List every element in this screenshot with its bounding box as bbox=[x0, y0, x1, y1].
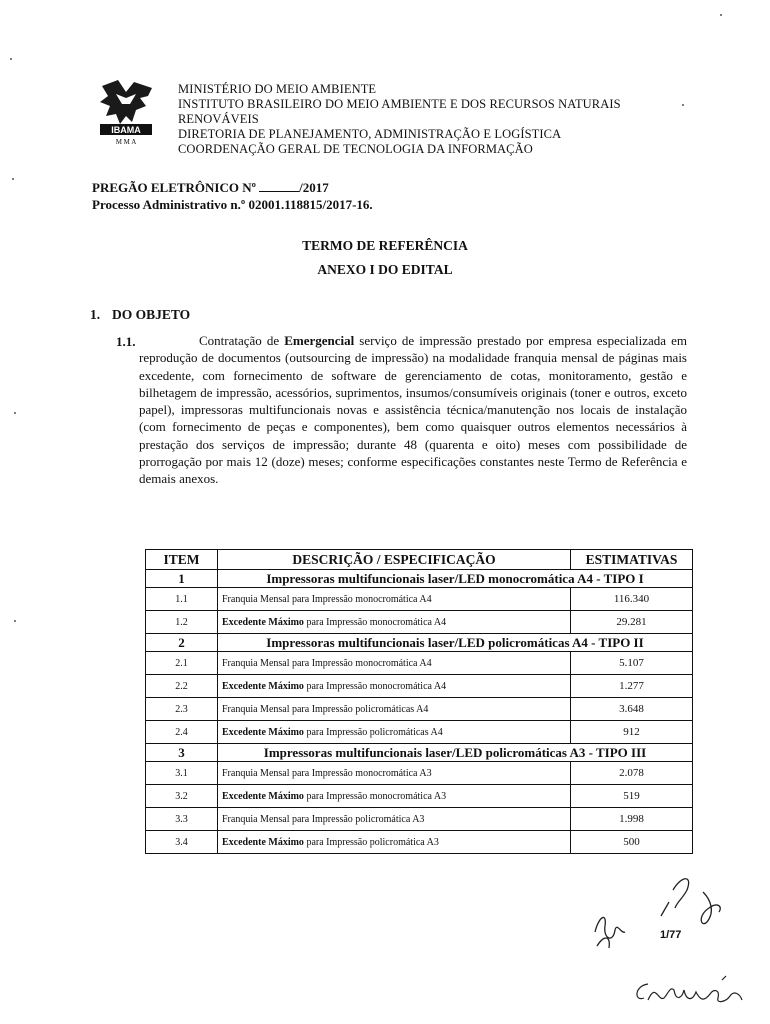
row-item: 3.1 bbox=[146, 762, 218, 785]
row-description bbox=[218, 675, 571, 698]
header-line: COORDENAÇÃO GERAL DE TECNOLOGIA DA INFORMAÇÃO bbox=[178, 142, 533, 156]
document-title: TERMO DE REFERÊNCIA bbox=[302, 238, 468, 253]
row-item: 2.3 bbox=[146, 698, 218, 721]
row-description-bold: Excedente Máximo bbox=[222, 836, 304, 848]
row-description bbox=[218, 698, 571, 721]
row-estimate: 2.078 bbox=[571, 762, 693, 785]
scan-speck bbox=[14, 412, 16, 414]
row-description-text: Franquia Mensal para Impressão monocromática A4 bbox=[222, 593, 432, 605]
processo-line: Processo Administrativo n.º 02001.118815/2017-16. bbox=[92, 197, 373, 212]
signature-stroke bbox=[701, 892, 720, 924]
row-estimate: 29.281 bbox=[571, 611, 693, 634]
header-line: DIRETORIA DE PLANEJAMENTO, ADMINISTRAÇÃO E LOGÍSTICA bbox=[178, 127, 562, 141]
row-item: 2.2 bbox=[146, 675, 218, 698]
row-description-text: para Impressão policromáticas A4 bbox=[303, 726, 443, 738]
pregao-prefix: PREGÃO ELETRÔNICO Nº bbox=[92, 180, 256, 195]
scan-speck bbox=[14, 620, 16, 622]
header-description: DESCRIÇÃO / ESPECIFICAÇÃO bbox=[218, 550, 571, 570]
row-description bbox=[218, 611, 571, 634]
group-title: Impressoras multifuncionais laser/LED monocromática A4 - TIPO I bbox=[218, 570, 693, 588]
header-line: INSTITUTO BRASILEIRO DO MEIO AMBIENTE E DOS RECURSOS NATURAIS bbox=[178, 97, 621, 111]
table-header-row bbox=[146, 550, 693, 570]
document-subtitle: ANEXO I DO EDITAL bbox=[317, 262, 453, 277]
group-number: 2 bbox=[146, 634, 218, 652]
table-group-row bbox=[146, 634, 693, 652]
signature-stroke bbox=[595, 917, 625, 948]
handwritten-signatures bbox=[585, 872, 725, 962]
row-description bbox=[218, 588, 571, 611]
table-group-row bbox=[146, 570, 693, 588]
table-row bbox=[146, 588, 693, 611]
row-description bbox=[218, 721, 571, 744]
row-estimate: 1.277 bbox=[571, 675, 693, 698]
row-estimate: 519 bbox=[571, 785, 693, 808]
row-item: 2.1 bbox=[146, 652, 218, 675]
scan-speck bbox=[682, 104, 684, 106]
row-description-text: Franquia Mensal para Impressão policromática A3 bbox=[222, 813, 425, 825]
page-number: 1/77 bbox=[660, 929, 682, 941]
row-estimate: 912 bbox=[571, 721, 693, 744]
scan-speck bbox=[12, 178, 14, 180]
row-description-text: Franquia Mensal para Impressão policromáticas A4 bbox=[222, 703, 429, 715]
row-estimate: 500 bbox=[571, 831, 693, 854]
row-description-text: para Impressão monocromática A4 bbox=[303, 616, 447, 628]
table-row bbox=[146, 721, 693, 744]
header-line: MINISTÉRIO DO MEIO AMBIENTE bbox=[178, 82, 377, 96]
row-estimate: 5.107 bbox=[571, 652, 693, 675]
header-estimates: ESTIMATIVAS bbox=[571, 550, 693, 570]
group-number: 3 bbox=[146, 744, 218, 762]
row-description-bold: Excedente Máximo bbox=[222, 726, 304, 738]
table-group-row bbox=[146, 744, 693, 762]
object-paragraph bbox=[139, 332, 687, 488]
group-title: Impressoras multifuncionais laser/LED policromáticas A3 - TIPO III bbox=[218, 744, 693, 762]
institution-header bbox=[178, 82, 621, 157]
paragraph-text: serviço de impressão prestado por empresa especializada em reprodução de documentos (outsourcing de impressão) na modalidade franquia mensal de páginas mais excedente, com fornecimento de software de gerenciamento de cotas, monitoramento, gestão e bilhetagem de impressão, acessórios, suprimentos, insumos/consumíveis originais (toner e outros, exceto papel), impressoras multifuncionais novas e assistência técnica/manutenção nos locais de instalação (com fornecimento de peças e componentes), bem como quaisquer outros elementos necessários à prestação dos serviços de impressão; durante 48 (quarenta e oito) meses com possibilidade de prorrogação por mais 12 (doze) meses; conforme especificações constantes neste Termo de Referência e demais anexos. bbox=[139, 333, 688, 487]
table-row bbox=[146, 762, 693, 785]
logo-text: IBAMA bbox=[111, 125, 141, 135]
row-description-text: para Impressão monocromática A3 bbox=[303, 790, 447, 802]
row-estimate: 1.998 bbox=[571, 808, 693, 831]
scan-speck bbox=[10, 58, 12, 60]
pregao-suffix: /2017 bbox=[299, 180, 329, 195]
row-description-text: para Impressão policromática A3 bbox=[303, 836, 439, 848]
row-item: 3.2 bbox=[146, 785, 218, 808]
group-number: 1 bbox=[146, 570, 218, 588]
row-description-bold: Excedente Máximo bbox=[222, 616, 304, 628]
header-item: ITEM bbox=[146, 550, 218, 570]
row-description bbox=[218, 808, 571, 831]
row-description-text: Franquia Mensal para Impressão monocromática A3 bbox=[222, 767, 432, 779]
pregao-line bbox=[92, 180, 329, 196]
row-description-text: Franquia Mensal para Impressão monocromática A4 bbox=[222, 657, 432, 669]
row-item: 1.1 bbox=[146, 588, 218, 611]
table-row bbox=[146, 675, 693, 698]
row-item: 3.3 bbox=[146, 808, 218, 831]
section-title: DO OBJETO bbox=[112, 307, 191, 322]
row-description-bold: Excedente Máximo bbox=[222, 680, 304, 692]
item-number: 1.1. bbox=[116, 334, 136, 349]
signature-stroke bbox=[661, 879, 689, 916]
group-title: Impressoras multifuncionais laser/LED policromáticas A4 - TIPO II bbox=[218, 634, 693, 652]
row-description bbox=[218, 652, 571, 675]
scan-speck bbox=[720, 14, 722, 16]
table-row bbox=[146, 808, 693, 831]
table-row bbox=[146, 698, 693, 721]
bottom-signature bbox=[630, 972, 770, 1012]
signature-stroke bbox=[637, 976, 742, 1002]
row-description-text: para Impressão monocromática A4 bbox=[303, 680, 447, 692]
header-line: RENOVÁVEIS bbox=[178, 112, 259, 126]
row-description-bold: Excedente Máximo bbox=[222, 790, 304, 802]
table-row bbox=[146, 785, 693, 808]
paragraph-text: Contratação de bbox=[199, 333, 285, 348]
table-row bbox=[146, 831, 693, 854]
row-estimate: 3.648 bbox=[571, 698, 693, 721]
pregao-number-blank bbox=[259, 180, 299, 192]
row-estimate: 116.340 bbox=[571, 588, 693, 611]
row-item: 1.2 bbox=[146, 611, 218, 634]
row-description bbox=[218, 831, 571, 854]
row-item: 3.4 bbox=[146, 831, 218, 854]
section-number: 1. bbox=[90, 307, 101, 322]
row-description bbox=[218, 785, 571, 808]
table-body bbox=[146, 570, 693, 854]
row-description bbox=[218, 762, 571, 785]
paragraph-bold: Emergencial bbox=[284, 333, 355, 348]
row-item: 2.4 bbox=[146, 721, 218, 744]
table-row bbox=[146, 652, 693, 675]
ibama-logo bbox=[96, 76, 156, 146]
specification-table bbox=[145, 549, 693, 854]
table-row bbox=[146, 611, 693, 634]
logo-subtext: M M A bbox=[115, 138, 137, 146]
